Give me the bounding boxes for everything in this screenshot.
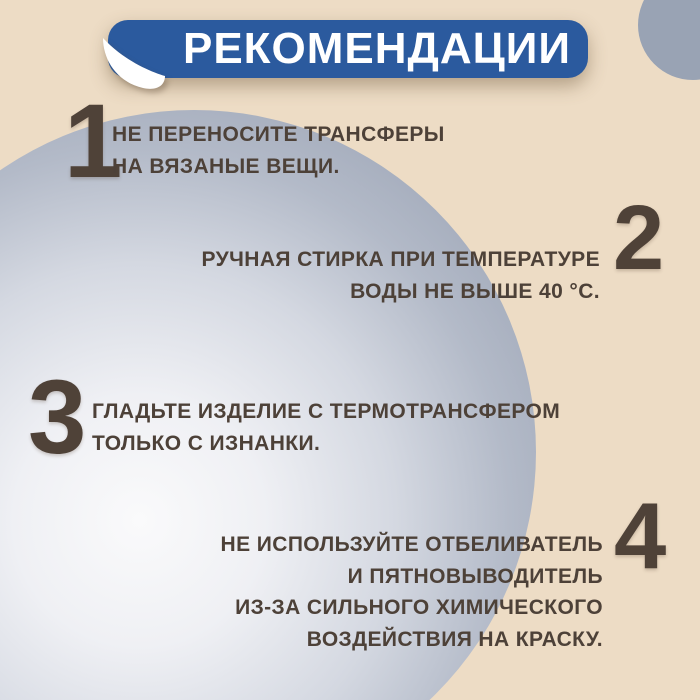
page-title: РЕКОМЕНДАЦИИ: [182, 24, 572, 73]
item-text-3: [92, 396, 560, 459]
item-number-4: 4: [614, 483, 667, 588]
title-banner: [108, 20, 588, 78]
item-number-1: 1: [64, 83, 123, 200]
item-4-line-1: НЕ ИСПОЛЬЗУЙТЕ ОТБЕЛИВАТЕЛЬ: [220, 533, 603, 556]
top-right-circle-decoration: [638, 0, 700, 80]
item-text-2: [202, 244, 600, 307]
item-4-line-4: ВОЗДЕЙСТВИЯ НА КРАСКУ.: [306, 627, 603, 651]
item-1-line-2: НА ВЯЗАНЫЕ ВЕЩИ.: [112, 154, 340, 178]
item-text-4: [221, 529, 603, 655]
item-text-1: [112, 119, 445, 182]
item-4-line-2: И ПЯТНОВЫВОДИТЕЛЬ: [347, 564, 603, 588]
item-number-3: 3: [28, 359, 87, 476]
item-1-line-1: НЕ ПЕРЕНОСИТЕ ТРАНСФЕРЫ: [112, 123, 445, 146]
item-3-line-2: ТОЛЬКО С ИЗНАНКИ.: [92, 431, 321, 455]
item-3-line-1: ГЛАДЬТЕ ИЗДЕЛИЕ С ТЕРМОТРАНСФЕРОМ: [92, 400, 561, 423]
item-number-2: 2: [613, 187, 665, 289]
item-4-line-3: ИЗ-ЗА СИЛЬНОГО ХИМИЧЕСКОГО: [235, 596, 603, 619]
item-2-line-1: РУЧНАЯ СТИРКА ПРИ ТЕМПЕРАТУРЕ: [201, 248, 600, 271]
item-2-line-2: ВОДЫ НЕ ВЫШЕ 40 °С.: [350, 279, 600, 303]
